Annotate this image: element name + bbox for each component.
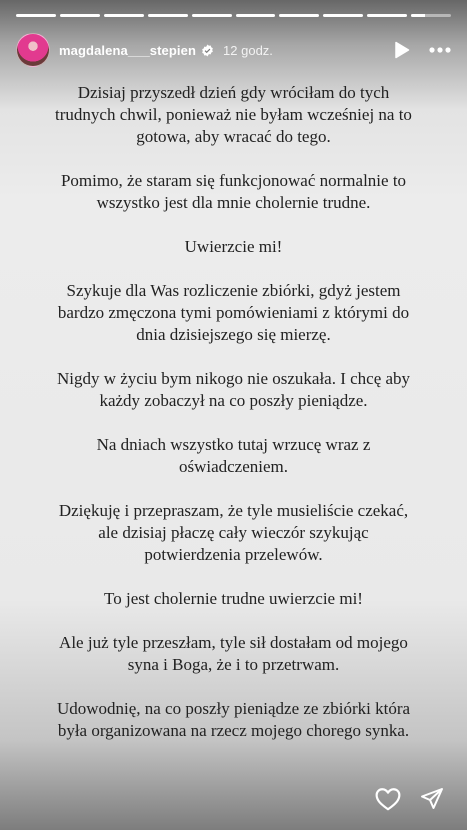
- heart-icon: [375, 787, 401, 811]
- story-progress-segment: [192, 14, 232, 17]
- story-progress-segment: [323, 14, 363, 17]
- paragraph: Ale już tyle przeszłam, tyle sił dostałam od mojego syna i Boga, że i to przetrwam.: [59, 633, 408, 674]
- paragraph: Nigdy w życiu bym nikogo nie oszukała. I chcę aby każdy zobaczył na co poszły pieniądze.: [56, 369, 411, 410]
- post-time: 12 godz.: [223, 42, 273, 58]
- story-progress-fill: [411, 14, 425, 17]
- story-progress-segment: [16, 14, 56, 17]
- story-progress-segment: [411, 14, 451, 17]
- paragraph: Pomimo, że staram się funkcjonować normalnie to wszystko jest dla mnie cholernie trudne.: [60, 171, 407, 212]
- story-progress-segment: [104, 14, 144, 17]
- more-dots-icon: [429, 47, 451, 53]
- story-progress-segment: [148, 14, 188, 17]
- story-progress-segment: [367, 14, 407, 17]
- more-options-button[interactable]: [427, 39, 453, 61]
- story-progress-segment: [236, 14, 276, 17]
- paragraph: Udowodnię, na co poszły pieniądze ze zbiórki która była organizowana na rzecz mojego chorego synka.: [56, 699, 411, 740]
- paragraph: Dziękuję i przepraszam, że tyle musieliście czekać, ale dzisiaj płaczę cały wieczór szykując potwierdzenia przelewów.: [58, 501, 409, 564]
- story-progress-fill: [279, 14, 319, 17]
- play-icon: [394, 41, 410, 59]
- story-progress-fill: [104, 14, 144, 17]
- avatar[interactable]: [16, 33, 50, 67]
- story-footer: [375, 786, 445, 812]
- paragraph: Uwierzcie mi!: [184, 237, 283, 256]
- story-progress-segment: [60, 14, 100, 17]
- username[interactable]: magdalena___stepien: [59, 42, 197, 58]
- paragraph: To jest cholernie trudne uwierzcie mi!: [104, 589, 363, 608]
- story-progress-fill: [16, 14, 56, 17]
- story-progress-fill: [367, 14, 407, 17]
- paragraph: Szykuje dla Was rozliczenie zbiórki, gdyż jestem bardzo zmęczona tymi pomówieniami z którymi do dnia dzisiejszego się mierzę.: [57, 281, 410, 344]
- story-progress-fill: [148, 14, 188, 17]
- share-button[interactable]: [419, 786, 445, 812]
- story-progress-fill: [192, 14, 232, 17]
- story-header: [16, 33, 453, 67]
- verified-badge-icon: [201, 44, 214, 57]
- story-progress-bar: [16, 14, 451, 17]
- play-button[interactable]: [391, 39, 413, 61]
- story-progress-fill: [236, 14, 276, 17]
- story-progress-fill: [60, 14, 100, 17]
- paragraph: Na dniach wszystko tutaj wrzucę wraz z oświadczeniem.: [96, 435, 371, 476]
- paragraph: Dzisiaj przyszedł dzień gdy wróciłam do tych trudnych chwil, ponieważ nie byłam wcześniej na to gotowa, aby wracać do tego.: [55, 83, 412, 146]
- like-button[interactable]: [375, 786, 401, 812]
- send-icon: [420, 787, 444, 811]
- story-text: [50, 82, 417, 764]
- story-progress-segment: [279, 14, 319, 17]
- story-progress-fill: [323, 14, 363, 17]
